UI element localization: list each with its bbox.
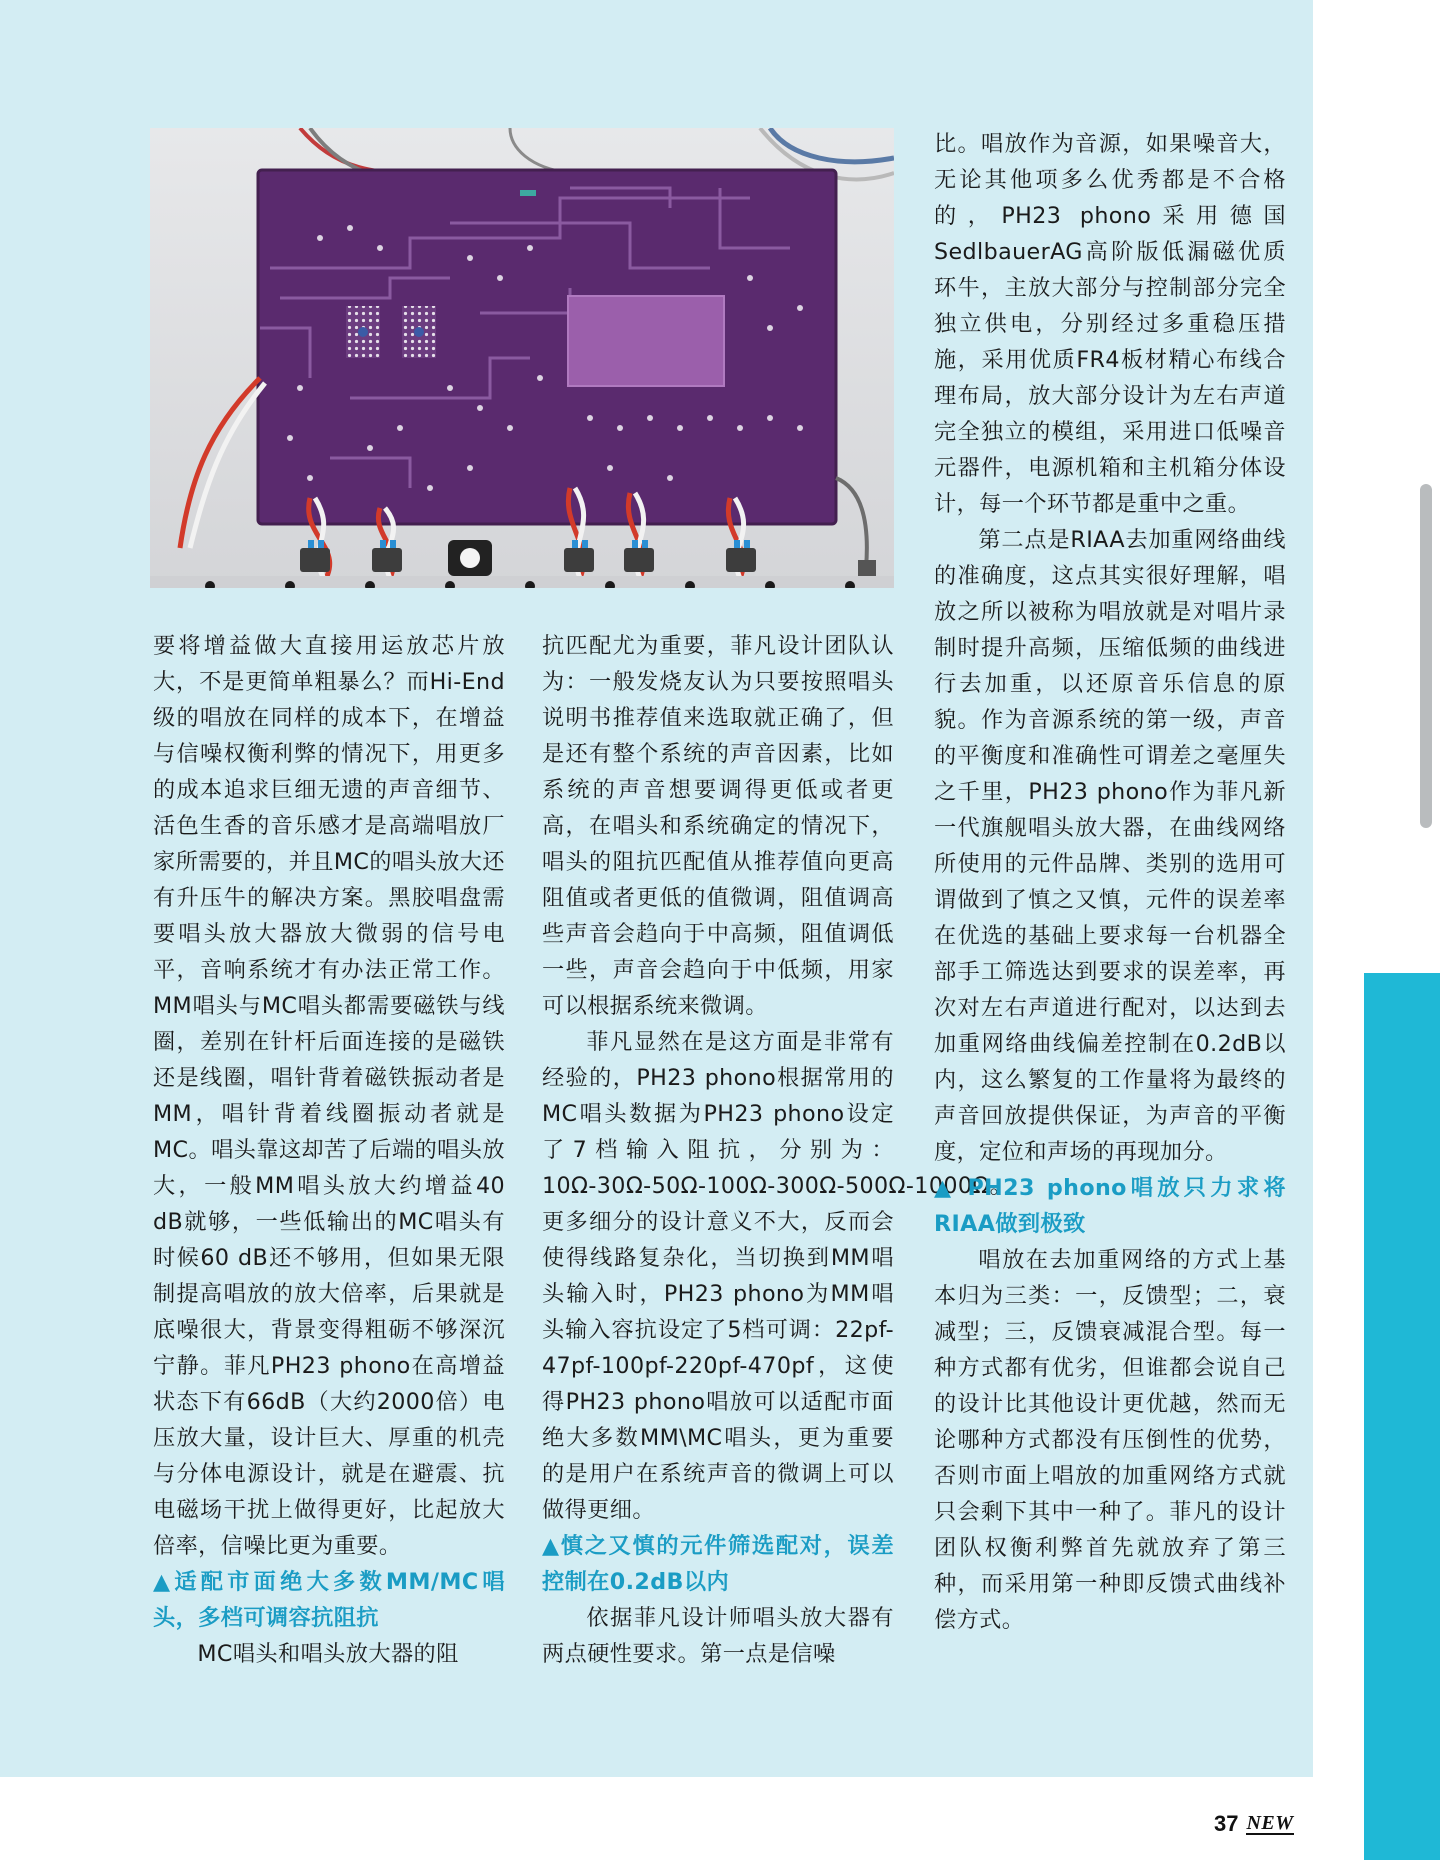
paragraph: 唱放在去加重网络的方式上基本归为三类：一，反馈型；二，衰减型；三，反馈衰减混合型。每一种方式都有优劣，但谁都会说自己的设计比其他设计更优越，然而无论哪种方式都没有压倒性的优势，否则市面上唱放的加重网络方式就只会剩下其中一种了。菲凡的设计团队权衡利弊首先就放弃了第三种，而采用第一种即反馈式曲线补偿方式。 [934, 1247, 1286, 1633]
section-heading: ▲适配市面绝大多数MM/MC唱头，多档可调容抗阻抗 [153, 1569, 505, 1631]
text-column-1 [153, 628, 505, 1672]
page-number: 37 [1214, 1811, 1239, 1836]
paragraph: 第二点是RIAA去加重网络曲线的准确度，这点其实很好理解，唱放之所以被称为唱放就是对唱片录制时提升高频，压缩低频的曲线进行去加重，以还原音乐信息的原貌。作为音源系统的第一级，声音的平衡度和准确性可谓差之毫厘失之千里，PH23 phono作为菲凡新一代旗舰唱头放大器，在曲线网络所使用的元件品牌、类别的选用可谓做到了慎之又慎，元件的误差率在优选的基础上要求每一台机器全部手工筛选达到要求的误差率，再次对左右声道进行配对，以达到去加重网络曲线偏差控制在0.2dB以内，这么繁复的工作量将为最终的声音回放提供保证，为声音的平衡度，定位和声场的再现加分。 [934, 527, 1286, 1165]
paragraph: 菲凡显然在是这方面是非常有经验的，PH23 phono根据常用的MC唱头数据为PH23 phono设定了7档输入阻抗，分别为：10Ω-30Ω-50Ω-100Ω-300Ω-500Ω-1000Ω。更多细分的设计意义不大，反而会使得线路复杂化，当切换到MM唱头输入时，PH23 phono为MM唱头输入容抗设定了5档可调：22pf-47pf-100pf-220pf-470pf，这使得PH23 phono唱放可以适配市面绝大多数MM\MC唱头，更为重要的是用户在系统声音的微调上可以做得更细。 [542, 1029, 1013, 1523]
magazine-logo: NEW [1246, 1811, 1294, 1834]
paragraph: 比。唱放作为音源，如果噪音大，无论其他项多么优秀都是不合格的，PH23 phono采用德国SedlbauerAG高阶版低漏磁优质环牛，主放大部分与控制部分完全独立供电，分别经过多重稳压措施，采用优质FR4板材精心布线合理布局，放大部分设计为左右声道完全独立的模组，采用进口低噪音元器件，电源机箱和主机箱分体设计，每一个环节都是重中之重。 [934, 131, 1286, 517]
section-heading: ▲慎之又慎的元件筛选配对，误差控制在0.2dB以内 [542, 1533, 894, 1595]
paragraph: 抗匹配尤为重要，菲凡设计团队认为：一般发烧友认为只要按照唱头说明书推荐值来选取就正确了，但是还有整个系统的声音因素，比如系统的声音想要调得更低或者更高，在唱头和系统确定的情况下，唱头的阻抗匹配值从推荐值向更高阻值或者更低的值微调，阻值调高些声音会趋向于中高频，阻值调低一些，声音会趋向于中低频，用家可以根据系统来微调。 [542, 633, 894, 1019]
paragraph: 要将增益做大直接用运放芯片放大，不是更简单粗暴么？而Hi-End级的唱放在同样的成本下，在增益与信噪权衡利弊的情况下，用更多的成本追求巨细无遗的声音细节、活色生香的音乐感才是高端唱放厂家所需要的，并且MC的唱头放大还有升压牛的解决方案。黑胶唱盘需要唱头放大器放大微弱的信号电平，音响系统才有办法正常工作。MM唱头与MC唱头都需要磁铁与线圈，差别在针杆后面连接的是磁铁还是线圈，唱针背着磁铁振动者是MM，唱针背着线圈振动者就是MC。唱头靠这却苦了后端的唱头放大，一般MM唱头放大约增益40 dB就够，一些低输出的MC唱头有时候60 dB还不够用，但如果无限制提高唱放的放大倍率，后果就是底噪很大，背景变得粗砺不够深沉宁静。菲凡PH23 phono在高增益状态下有66dB（大约2000倍）电压放大量，设计巨大、厚重的机壳与分体电源设计，就是在避震、抗电磁场干扰上做得更好，比起放大倍率，信噪比更为重要。 [153, 633, 505, 1559]
scrollbar-thumb[interactable] [1420, 484, 1432, 828]
paragraph: MC唱头和唱头放大器的阻 [197, 1641, 459, 1667]
page-footer [1214, 1806, 1294, 1842]
pcb-photo [150, 128, 894, 588]
text-column-2 [542, 628, 1013, 1672]
side-color-tab [1364, 973, 1440, 1860]
paragraph: 依据菲凡设计师唱头放大器有两点硬性要求。第一点是信噪 [542, 1605, 894, 1667]
section-heading: ▲ PH23 phono唱放只力求将RIAA做到极致 [934, 1175, 1286, 1237]
pcb-illustration [150, 128, 894, 588]
text-column-3 [934, 126, 1286, 1638]
